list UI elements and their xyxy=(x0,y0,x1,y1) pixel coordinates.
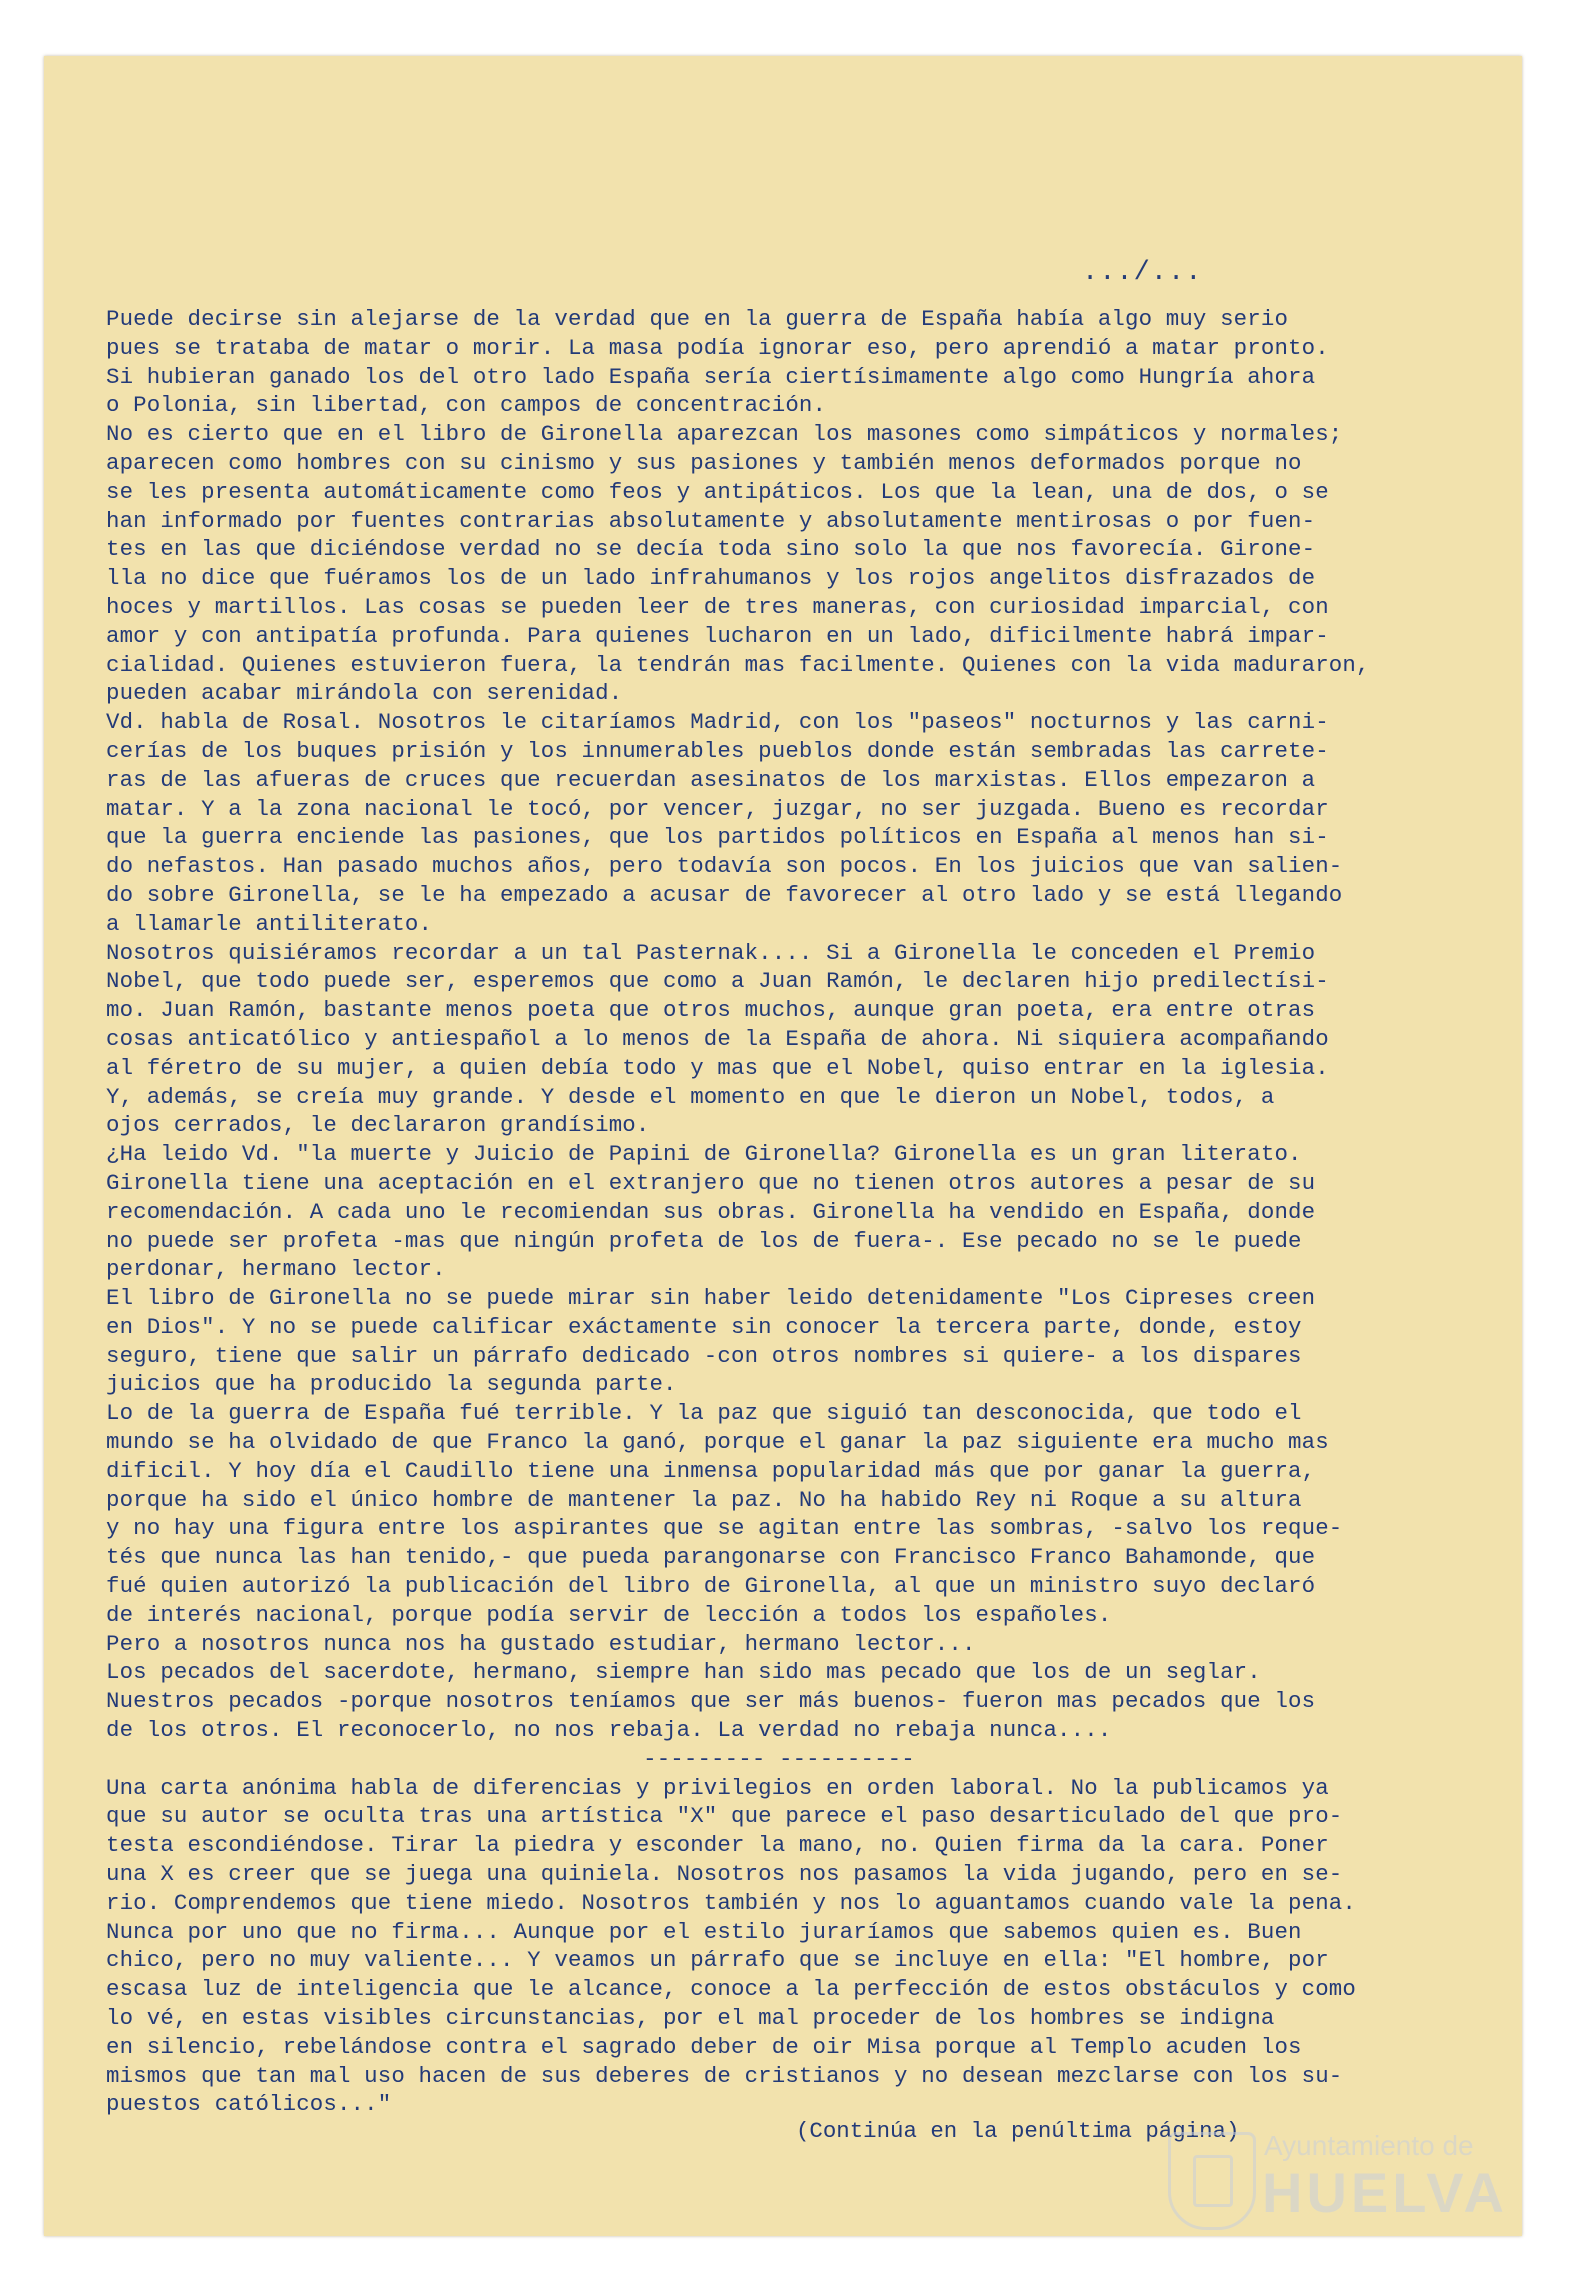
archive-watermark xyxy=(1168,2126,1508,2226)
text-line: ojos cerrados, le declararon grandísimo. xyxy=(106,1112,650,1139)
text-line: rio. Comprendemos que tiene miedo. Nosotros también y nos lo aguantamos cuando vale la pena. xyxy=(106,1889,1356,1916)
text-line: una X es creer que se juega una quiniela. Nosotros nos pasamos la vida jugando, pero en se- xyxy=(106,1861,1343,1888)
text-line: testa escondiéndose. Tirar la piedra y esconder la mano, no. Quien firma da la cara. Poner xyxy=(106,1832,1329,1859)
separator-line: --------- ---------- xyxy=(643,1745,915,1772)
text-line: de los otros. El reconocerlo, no nos rebaja. La verdad no rebaja nunca.... xyxy=(106,1717,1112,1744)
text-line: pueden acabar mirándola con serenidad. xyxy=(106,680,623,707)
text-line: lo vé, en estas visibles circunstancias, por el mal proceder de los hombres se indigna xyxy=(106,2005,1275,2032)
text-line: cerías de los buques prisión y los innumerables pueblos donde están sembradas las carrete- xyxy=(106,737,1329,764)
typewritten-body xyxy=(106,305,1452,2119)
text-line: cosas anticatólico y antiespañol a lo menos de la España de ahora. Ni siquiera acompañando xyxy=(106,1025,1329,1052)
text-line: cialidad. Quienes estuvieron fuera, la tendrán mas facilmente. Quienes con la vida maduraron, xyxy=(106,651,1370,678)
text-line: amor y con antipatía profunda. Para quienes lucharon en un lado, dificilmente habrá impar- xyxy=(106,622,1329,649)
text-line: mo. Juan Ramón, bastante menos poeta que otros muchos, aunque gran poeta, era entre otras xyxy=(106,997,1316,1024)
text-line: de interés nacional, porque podía servir de lección a todos los españoles. xyxy=(106,1601,1112,1628)
text-line: porque ha sido el único hombre de mantener la paz. No ha habido Rey ni Roque a su altura xyxy=(106,1486,1302,1513)
text-line: do sobre Gironella, se le ha empezado a acusar de favorecer al otro lado y se está llegando xyxy=(106,881,1343,908)
text-line: mundo se ha olvidado de que Franco la ganó, porque el ganar la paz siguiente era mucho mas xyxy=(106,1429,1329,1456)
text-line: ¿Ha leido Vd. "la muerte y Juicio de Papini de Gironella? Gironella es un gran literato. xyxy=(106,1141,1302,1168)
text-line: Gironella tiene una aceptación en el extranjero que no tienen otros autores a pesar de su xyxy=(106,1169,1316,1196)
text-line: Nunca por uno que no firma... Aunque por el estilo juraríamos que sabemos quien es. Buen xyxy=(106,1918,1302,1945)
text-line: que su autor se oculta tras una artística "X" que parece el paso desarticulado del que pro- xyxy=(106,1803,1343,1830)
text-line: han informado por fuentes contrarias absolutamente y absolutamente mentirosas o por fuen- xyxy=(106,507,1316,534)
text-line: juicios que ha producido la segunda parte. xyxy=(106,1371,677,1398)
text-line: puestos católicos..." xyxy=(106,2091,392,2118)
text-line: Nobel, que todo puede ser, esperemos que como a Juan Ramón, le declaren hijo predilectísi- xyxy=(106,968,1329,995)
text-line: se les presenta automáticamente como feos y antipáticos. Los que la lean, una de dos, o se xyxy=(106,478,1329,505)
watermark-top-text: Ayuntamiento de xyxy=(1264,2130,1474,2161)
text-line: tes en las que diciéndose verdad no se decía toda sino solo la que nos favorecía. Girone- xyxy=(106,536,1316,563)
text-line: aparecen como hombres con su cinismo y sus pasiones y también menos deformados porque no xyxy=(106,449,1302,476)
text-line: Vd. habla de Rosal. Nosotros le citaríamos Madrid, con los "paseos" nocturnos y las carni- xyxy=(106,709,1329,736)
text-line: que la guerra enciende las pasiones, que los partidos políticos en España al menos han si- xyxy=(106,824,1329,851)
text-line: chico, pero no muy valiente... Y veamos un párrafo que se incluye en ella: "El hombre, por xyxy=(106,1947,1329,1974)
text-line: o Polonia, sin libertad, con campos de concentración. xyxy=(106,392,827,419)
text-line: Nosotros quisiéramos recordar a un tal Pasternak.... Si a Gironella le conceden el Premio xyxy=(106,939,1316,966)
text-line: al féretro de su mujer, a quien debía todo y mas que el Nobel, quiso entrar en la iglesia. xyxy=(106,1054,1329,1081)
text-line: matar. Y a la zona nacional le tocó, por vencer, juzgar, no ser juzgada. Bueno es recordar xyxy=(106,795,1329,822)
text-line: Lo de la guerra de España fué terrible. Y la paz que siguió tan desconocida, que todo el xyxy=(106,1400,1302,1427)
text-line: Puede decirse sin alejarse de la verdad que en la guerra de España había algo muy serio xyxy=(106,306,1289,332)
text-line: ras de las afueras de cruces que recuerdan asesinatos de los marxistas. Ellos empezaron a xyxy=(106,766,1316,793)
text-line: do nefastos. Han pasado muchos años, pero todavía son pocos. En los juicios que van salien- xyxy=(106,853,1343,880)
text-line: mismos que tan mal uso hacen de sus deberes de cristianos y no desean mezclarse con los su- xyxy=(106,2062,1343,2089)
text-line: Los pecados del sacerdote, hermano, siempre han sido mas pecado que los de un seglar. xyxy=(106,1659,1261,1686)
text-line: y no hay una figura entre los aspirantes que se agitan entre las sombras, -salvo los reque- xyxy=(106,1515,1343,1542)
text-line: Una carta anónima habla de diferencias y privilegios en orden laboral. No la publicamos ya xyxy=(106,1774,1329,1801)
text-line: hoces y martillos. Las cosas se pueden leer de tres maneras, con curiosidad imparcial, con xyxy=(106,593,1329,620)
text-line: recomendación. A cada uno le recomiendan sus obras. Gironella ha vendido en España, donde xyxy=(106,1198,1316,1225)
text-line: perdonar, hermano lector. xyxy=(106,1256,446,1283)
text-line: pues se trataba de matar o morir. La masa podía ignorar eso, pero aprendió a matar pronto. xyxy=(106,334,1329,361)
text-line: en silencio, rebelándose contra el sagrado deber de oir Misa porque al Templo acuden los xyxy=(106,2033,1302,2060)
text-line: en Dios". Y no se puede calificar exáctamente sin conocer la tercera parte, donde, estoy xyxy=(106,1313,1302,1340)
text-line: fué quien autorizó la publicación del libro de Gironella, al que un ministro suyo declaró xyxy=(106,1573,1316,1600)
page-reference: .../... xyxy=(1082,258,1203,288)
text-line: No es cierto que en el libro de Gironella aparezcan los masones como simpáticos y normales; xyxy=(106,421,1343,448)
watermark-main-text: HUELVA xyxy=(1262,2161,1508,2224)
text-line: Y, además, se creía muy grande. Y desde el momento en que le dieron un Nobel, todos, a xyxy=(106,1083,1275,1110)
text-line: Si hubieran ganado los del otro lado España sería ciertísimamente algo como Hungría ahora xyxy=(106,363,1316,390)
text-line: lla no dice que fuéramos los de un lado infrahumanos y los rojos angelitos disfrazados de xyxy=(106,565,1316,592)
text-line: El libro de Gironella no se puede mirar sin haber leido detenidamente "Los Cipreses creen xyxy=(106,1285,1316,1312)
text-line: Nuestros pecados -porque nosotros teníamos que ser más buenos- fueron mas pecados que los xyxy=(106,1688,1316,1715)
text-line: tés que nunca las han tenido,- que pueda parangonarse con Francisco Franco Bahamonde, que xyxy=(106,1544,1316,1571)
text-line: seguro, tiene que salir un párrafo dedicado -con otros nombres si quiere- a los dispares xyxy=(106,1342,1302,1369)
text-line: a llamarle antiliterato. xyxy=(106,910,433,937)
text-line: dificil. Y hoy día el Caudillo tiene una inmensa popularidad más que por ganar la guerra, xyxy=(106,1457,1316,1484)
continuation-note: (Continúa en la penúltima página) xyxy=(796,2118,1240,2144)
text-line: Pero a nosotros nunca nos ha gustado estudiar, hermano lector... xyxy=(106,1630,976,1657)
shield-icon xyxy=(1168,2132,1256,2230)
text-line: escasa luz de inteligencia que le alcance, conoce a la perfección de estos obstáculos y como xyxy=(106,1976,1356,2003)
text-line: no puede ser profeta -mas que ningún profeta de los de fuera-. Ese pecado no se le puede xyxy=(106,1227,1302,1254)
